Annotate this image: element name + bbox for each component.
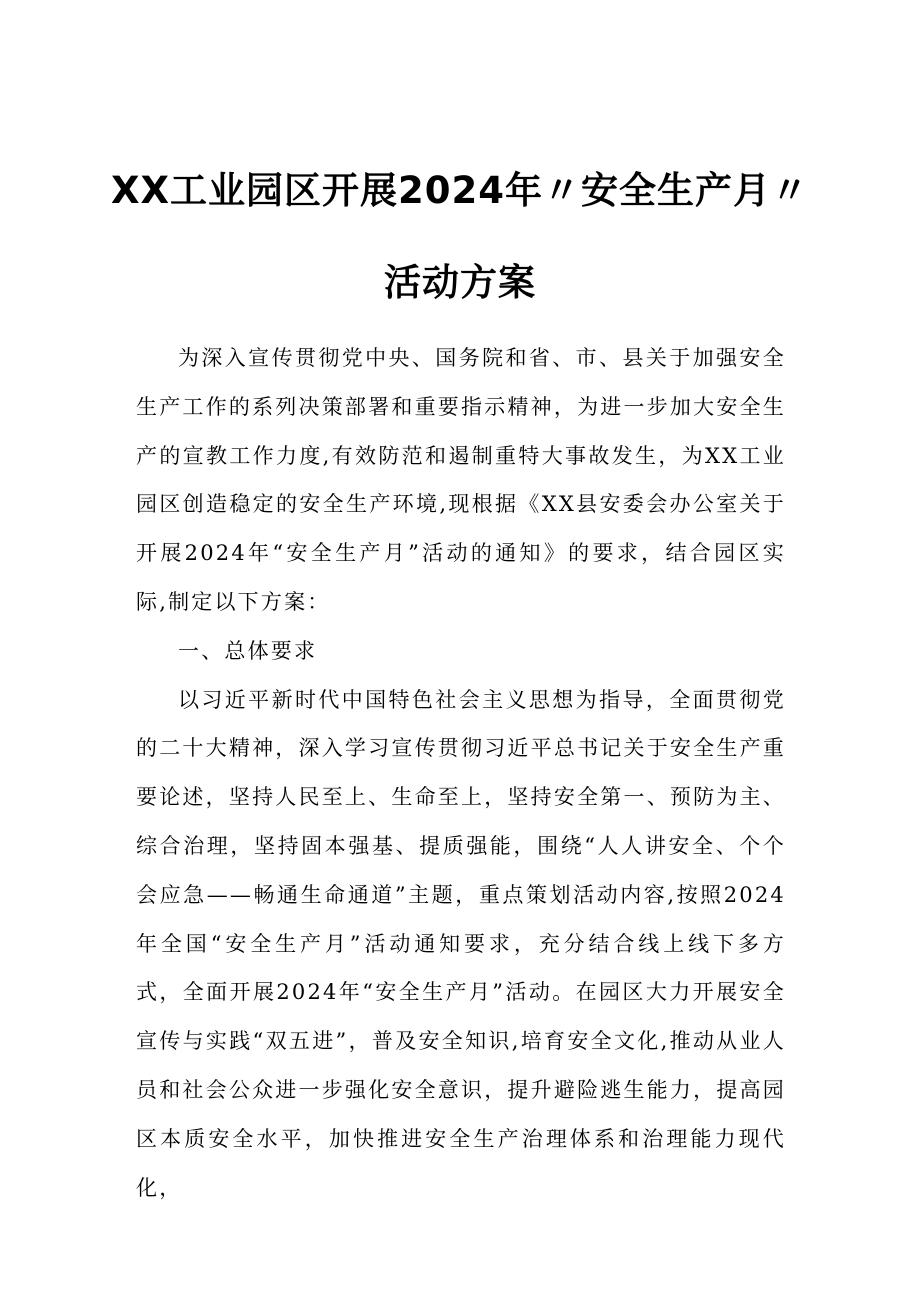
section-heading-general-requirements: 一、总体要求 — [178, 638, 318, 663]
section-paragraph-general-requirements: 以习近平新时代中国特色社会主义思想为指导，全面贯彻党的二十大精神，深入学习宣传贯彻习近平总书记关于安全生产重要论述，坚持人民至上、生命至上，坚持安全第一、预防为主、综合治理，坚持固本强基、提质强能，围绕“人人讲安全、个个会应急——畅通生命通道”主题，重点策划活动内容,按照2024年全国“安全生产月”活动通知要求，充分结合线上线下多方式，全面开展2024年“安全生产月”活动。在园区大力开展安全宣传与实践“双五进”，普及安全知识,培育安全文化,推动从业人员和社会公众进一步强化安全意识，提升避险逃生能力，提高园区本质安全水平，加快推进安全生产治理体系和治理能力现代化， — [136, 687, 786, 1200]
document-body — [136, 334, 786, 1212]
document-title-line-2: 活动方案 — [384, 261, 536, 304]
intro-paragraph: 为深入宣传贯彻党中央、国务院和省、市、县关于加强安全生产工作的系列决策部署和重要指示精神，为进一步加大安全生产的宣教工作力度,有效防范和遏制重特大事故发生，为XX工业园区创造稳定的安全生产环境,现根据《XX县安委会办公室关于开展2024年“安全生产月”活动的通知》的要求，结合园区实际,制定以下方案： — [136, 346, 786, 614]
document-title-line-1: XX工业园区开展2024年〃安全生产月〃 — [110, 169, 810, 212]
